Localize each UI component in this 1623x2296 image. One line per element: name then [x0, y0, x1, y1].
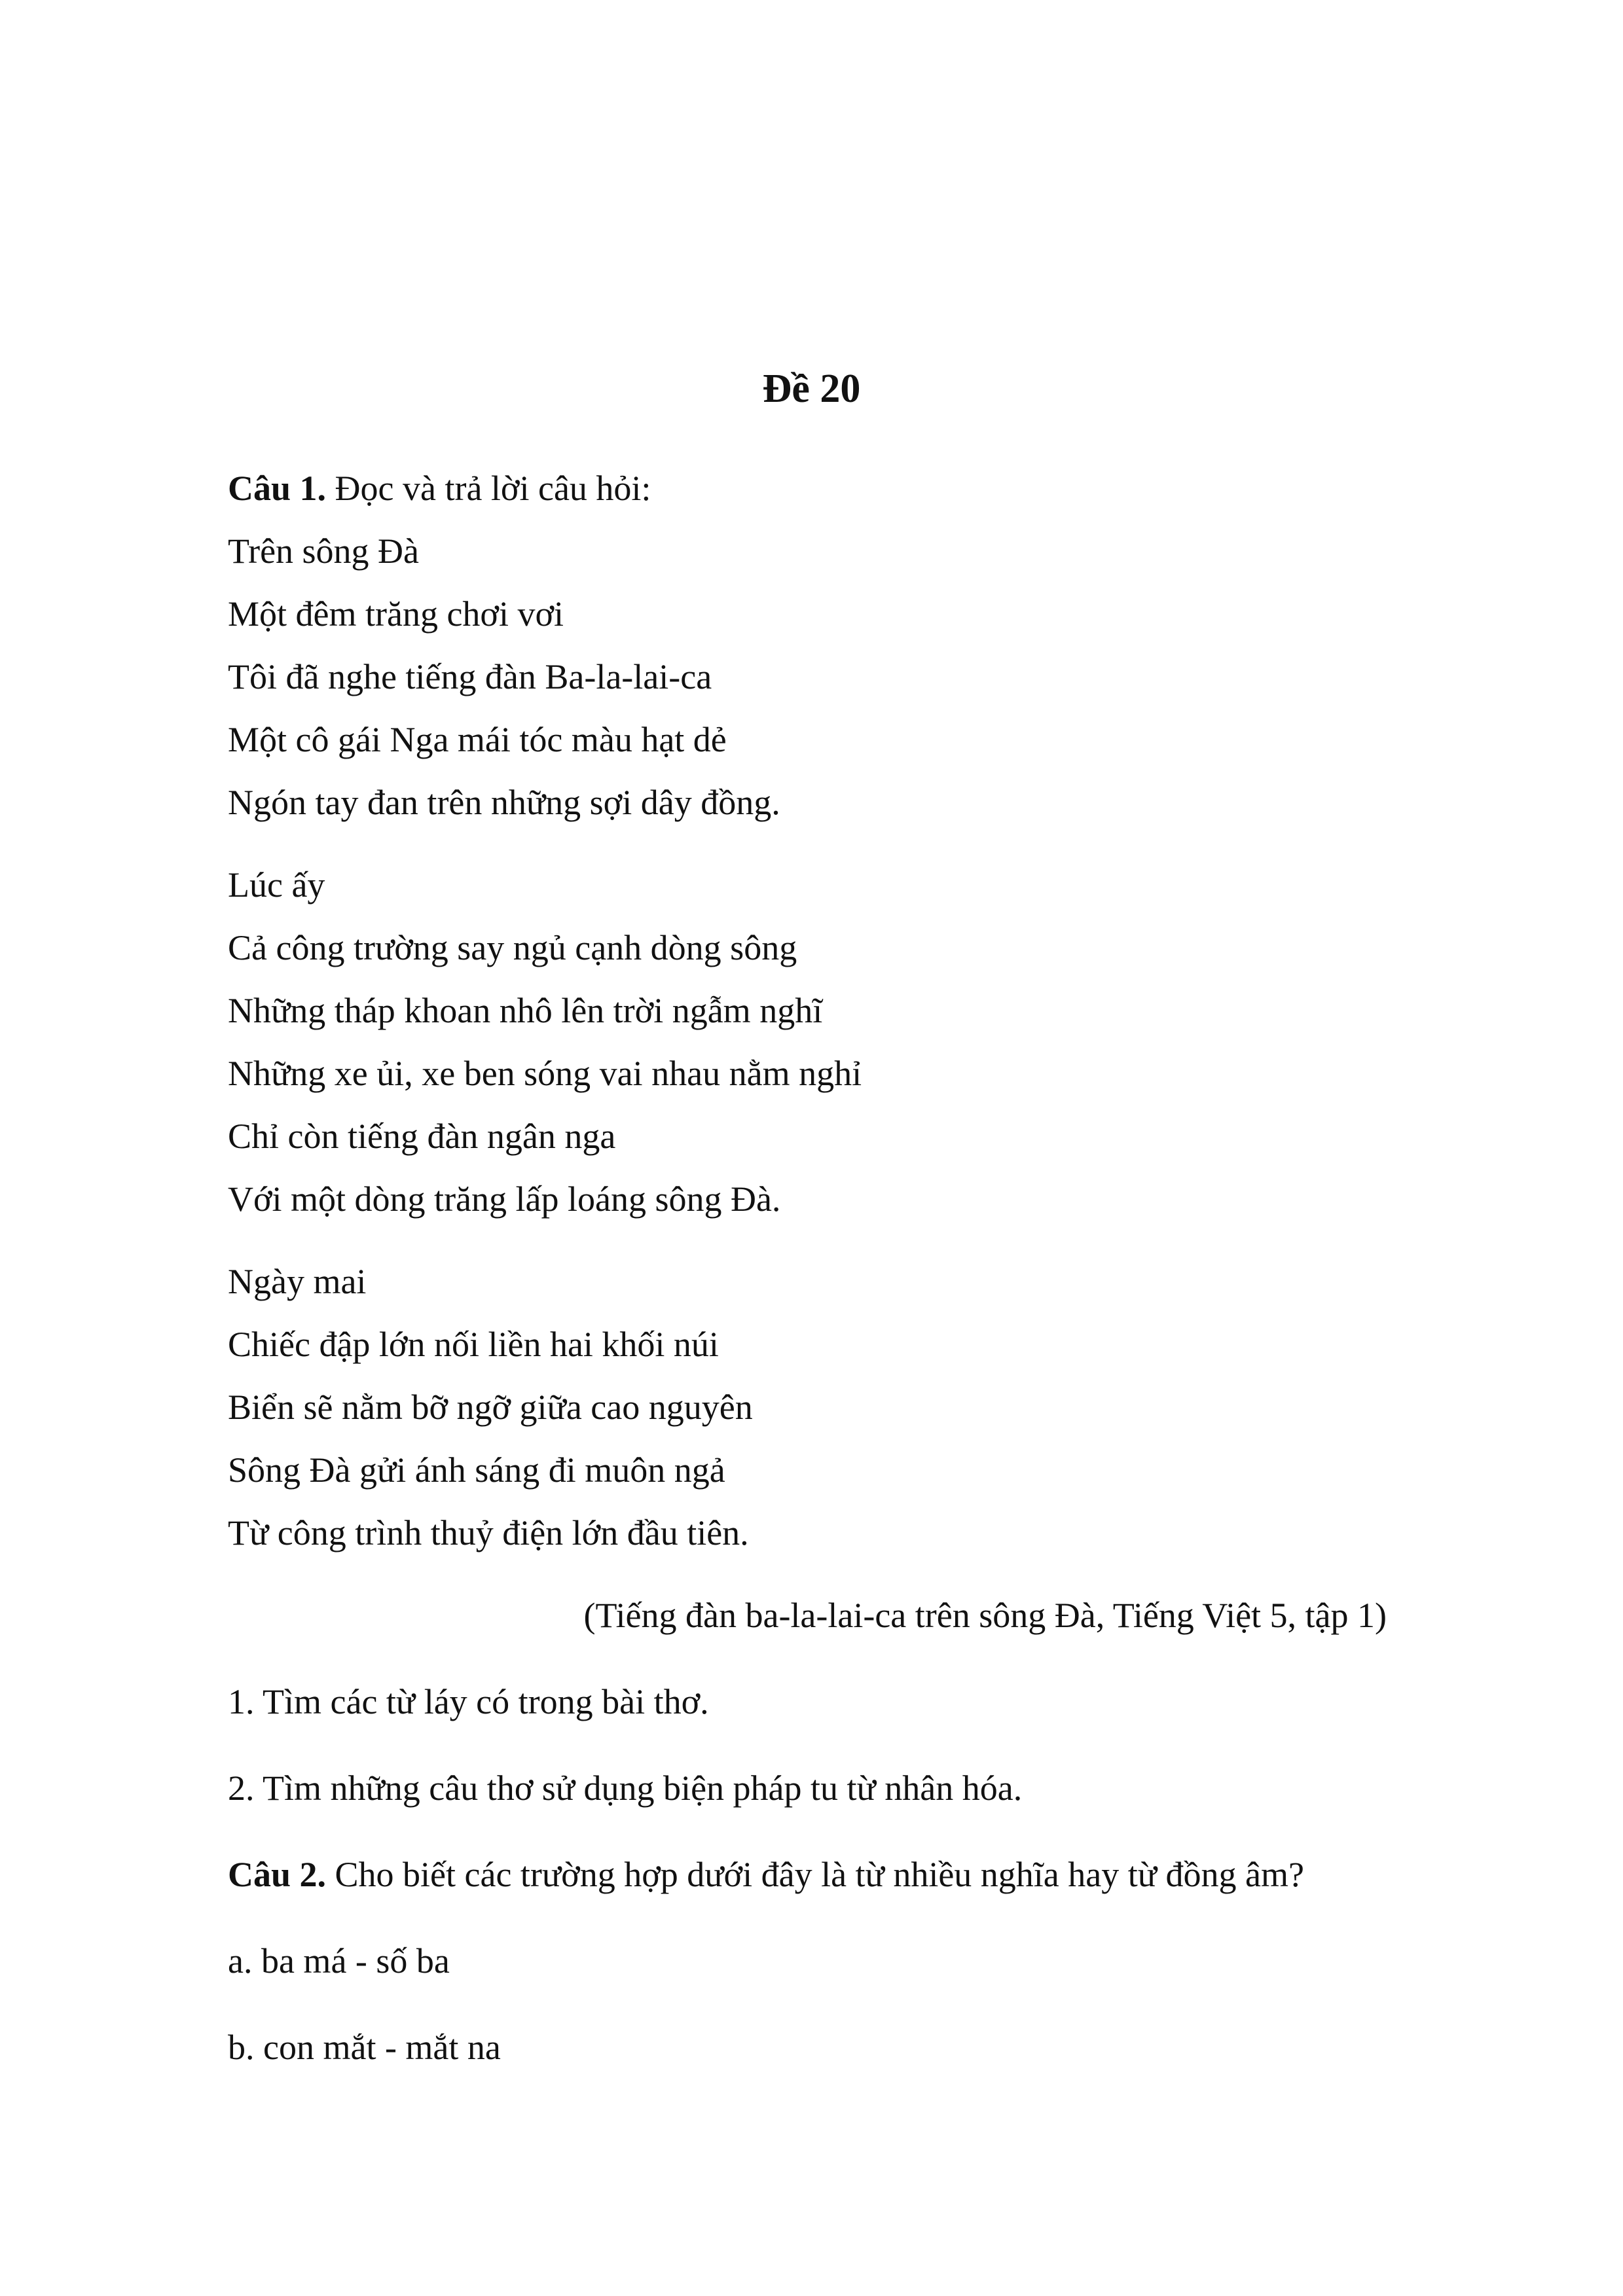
option-a: a. ba má - số ba	[228, 1941, 450, 1981]
poem-line: Chiếc đập lớn nối liền hai khối núi	[228, 1325, 719, 1364]
poem-line: Sông Đà gửi ánh sáng đi muôn ngả	[228, 1450, 725, 1490]
poem-line: Ngón tay đan trên những sợi dây đồng.	[228, 783, 780, 822]
option-b: b. con mắt - mắt na	[228, 2028, 501, 2067]
poem-line: Những xe ủi, xe ben sóng vai nhau nằm nghỉ	[228, 1054, 862, 1093]
task-2: 2. Tìm những câu thơ sử dụng biện pháp tu từ nhân hóa.	[228, 1768, 1023, 1808]
question-1-label: Câu 1.	[228, 469, 327, 508]
document-title: Đề 20	[762, 367, 861, 411]
poem-stanza-3	[228, 1250, 753, 1564]
poem-line: Với một dòng trăng lấp loáng sông Đà.	[228, 1179, 781, 1219]
question-2-instruction: Cho biết các trường hợp dưới đây là từ nhiều nghĩa hay từ đồng âm?	[326, 1855, 1304, 1894]
poem-line: Lúc ấy	[228, 865, 325, 905]
question-1-heading	[228, 457, 651, 520]
question-2-label: Câu 2.	[228, 1855, 327, 1894]
poem-line: Chỉ còn tiếng đàn ngân nga	[228, 1117, 616, 1156]
poem-line: Những tháp khoan nhô lên trời ngẫm nghĩ	[228, 991, 823, 1030]
poem-line: Biển sẽ nằm bỡ ngỡ giữa cao nguyên	[228, 1388, 753, 1427]
poem-stanza-1	[228, 520, 780, 834]
poem-line: Cả công trường say ngủ cạnh dòng sông	[228, 928, 797, 967]
poem-line: Một đêm trăng chơi vơi	[228, 594, 564, 634]
question-1-instruction: Đọc và trả lời câu hỏi:	[326, 469, 651, 508]
poem-line: Từ công trình thuỷ điện lớn đầu tiên.	[228, 1513, 749, 1552]
task-1: 1. Tìm các từ láy có trong bài thơ.	[228, 1682, 709, 1721]
poem-line: Tôi đã nghe tiếng đàn Ba-la-lai-ca	[228, 657, 712, 696]
poem-line: Một cô gái Nga mái tóc màu hạt dẻ	[228, 720, 727, 759]
poem-line: Ngày mai	[228, 1262, 367, 1301]
question-2-heading	[228, 1843, 1304, 1906]
poem-source-citation: (Tiếng đàn ba-la-lai-ca trên sông Đà, Tiếng Việt 5, tập 1)	[583, 1596, 1387, 1635]
poem-line: Trên sông Đà	[228, 531, 420, 571]
poem-stanza-2	[228, 853, 862, 1230]
